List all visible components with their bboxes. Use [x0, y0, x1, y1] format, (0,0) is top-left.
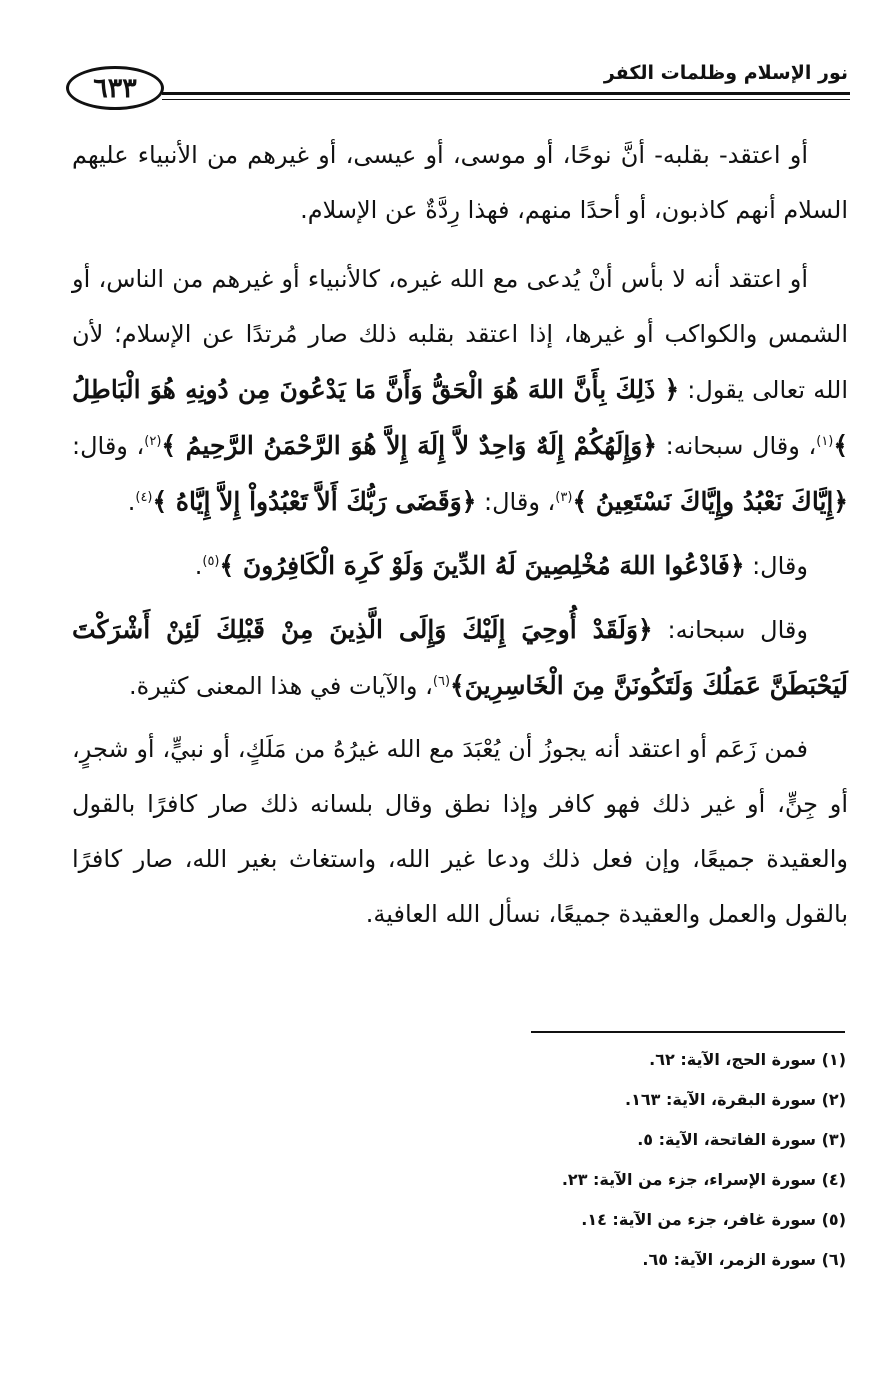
footnotes — [330, 1040, 846, 1280]
footnote-5: (٥) سورة غافر، جزء من الآية: ١٤. — [581, 1210, 846, 1229]
page-header — [66, 62, 850, 124]
quran-verse: ﴿فَادْعُوا اللهَ مُخْلِصِينَ لَهُ الدِّينَ وَلَوْ كَرِهَ الْكَافِرُونَ ﴾ — [219, 551, 745, 580]
paragraph-text: . — [194, 552, 203, 580]
paragraph-3 — [72, 538, 848, 594]
footnote-6: (٦) سورة الزمر، الآية: ٦٥. — [642, 1250, 846, 1269]
quran-verse: ﴿وَلَقَدْ أُوحِيَ إِلَيْكَ وَإِلَى الَّذِينَ مِنْ قَبْلِكَ لَئِنْ أَشْرَكْتَ لَيَحْبَطَنَّ عَمَلُكَ وَلَتَكُونَنَّ مِنَ الْخَاسِرِينَ﴾ — [72, 615, 848, 700]
header-rule-thin — [162, 99, 850, 100]
paragraph-text: وقال سبحانه: — [652, 616, 808, 644]
header-rule-thick — [162, 92, 850, 95]
paragraph-text: . — [127, 488, 136, 516]
footnote-2: (٢) سورة البقرة، الآية: ١٦٣. — [625, 1090, 846, 1109]
paragraph-text: وقال: — [744, 552, 808, 580]
running-title: نور الإسلام وظلمات الكفر — [596, 62, 848, 84]
paragraph-text: أو اعتقد أنه لا بأس أنْ يُدعى مع الله غيره، كالأنبياء أو غيرهم من الناس، أو الشمس والكواكب أو غيرها، إذا اعتقد بقلبه ذلك صار مُرتدًا عن الإسلام؛ لأن الله تعالى يقول: — [72, 265, 848, 404]
quran-verse: ﴿وَإِلَهُكُمْ إِلَهٌ وَاحِدٌ لاَّ إِلَهَ إِلاَّ هُوَ الرَّحْمَنُ الرَّحِيمُ ﴾ — [161, 431, 657, 460]
footnote-ref: (٢) — [144, 434, 162, 449]
footnote-ref: (٤) — [135, 490, 153, 505]
footnote-ref: (٣) — [555, 490, 573, 505]
paragraph-5: فمن زَعَم أو اعتقد أنه يجوزُ أن يُعْبَدَ مع الله غيرُهُ من مَلَكٍ، أو نبيٍّ، أو شجرٍ، أو جِنٍّ، أو غير ذلك فهو كافر وإذا نطق وقال بلسانه ذلك صار كافرًا بالقول والعقيدة جميعًا، وإن فعل ذلك ودعا غير الله، واستغاث بغير الله، صار كافرًا بالقول والعمل والعقيدة جميعًا، نسأل الله العافية. — [72, 735, 848, 928]
paragraph-text: ، وقال: — [72, 432, 145, 460]
paragraph-2 — [72, 252, 848, 530]
footnote-1: (١) سورة الحج، الآية: ٦٢. — [649, 1050, 846, 1069]
page-number: ٦٣٣ — [66, 66, 164, 110]
footnote-4: (٤) سورة الإسراء، جزء من الآية: ٢٣. — [561, 1170, 846, 1189]
quran-verse: ﴿وَقَضَى رَبُّكَ أَلاَّ تَعْبُدُواْ إِلاَّ إِيَّاهُ ﴾ — [152, 487, 477, 516]
paragraph-4 — [72, 602, 848, 714]
footnote-separator — [531, 1031, 845, 1033]
main-text — [72, 128, 848, 950]
footnote-ref: (٦) — [432, 674, 451, 689]
paragraph-text: ، وقال سبحانه: — [657, 432, 817, 460]
paragraph-text: ، وقال: — [476, 488, 556, 516]
quran-verse: ﴿ ذَلِكَ بِأَنَّ اللهَ هُوَ الْحَقُّ وَأَنَّ مَا يَدْعُونَ مِن دُونِهِ هُوَ الْبَاطِلُ ﴾ — [72, 375, 849, 460]
quran-verse: ﴿إِيَّاكَ نَعْبُدُ وإِيَّاكَ نَسْتَعِينُ ﴾ — [572, 487, 848, 516]
paragraph-1: أو اعتقد- بقلبه- أنَّ نوحًا، أو موسى، أو عيسى، أو غيرهم من الأنبياء عليهم السلام أنهم كاذبون، أو أحدًا منهم، فهذا رِدَّةٌ عن الإسلام. — [72, 141, 848, 224]
footnote-ref: (١) — [816, 434, 834, 449]
footnote-ref: (٥) — [202, 554, 220, 569]
paragraph-text: ، والآيات في هذا المعنى كثيرة. — [129, 672, 433, 700]
footnote-3: (٣) سورة الفاتحة، الآية: ٥. — [637, 1130, 846, 1149]
